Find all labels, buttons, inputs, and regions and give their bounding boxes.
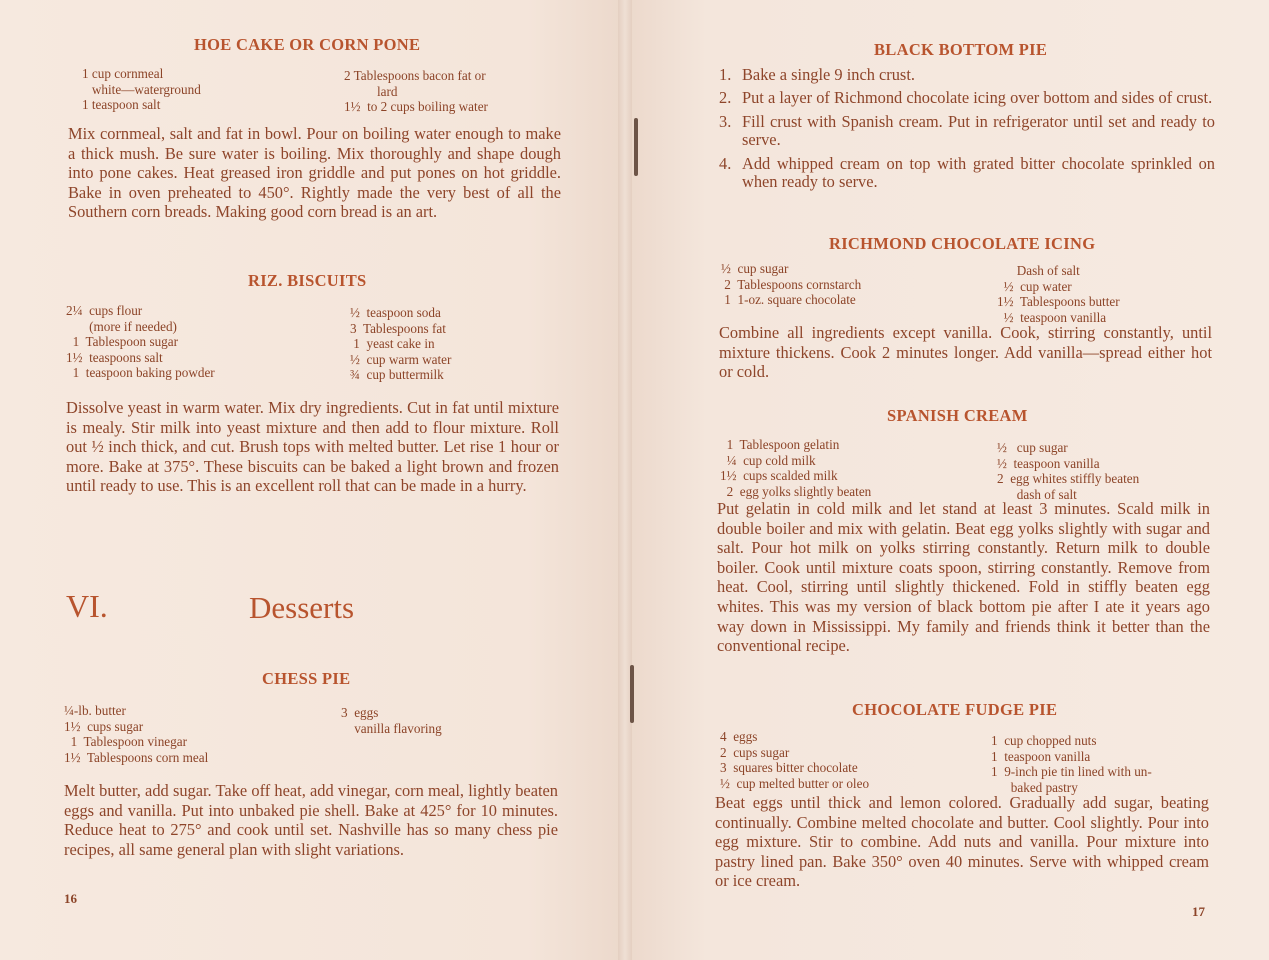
ingredient-line: ½ cup water bbox=[997, 278, 1072, 294]
ingredient-line: 2¼ cups flour bbox=[66, 303, 143, 318]
ingredient-line: dash of salt bbox=[997, 486, 1077, 502]
step-item: 1. Bake a single 9 inch crust. bbox=[719, 65, 915, 84]
ingredient-line: 3 Tablespoons fat bbox=[350, 320, 446, 336]
chess-pie-ingredients-left bbox=[64, 703, 208, 765]
ingredient-line: 1½ Tablespoons corn meal bbox=[64, 749, 209, 765]
ingredient-line: ½ cup sugar bbox=[997, 440, 1068, 455]
fudge-pie-ingredients-left bbox=[720, 729, 869, 791]
fudge-pie-directions: Beat eggs until thick and lemon colored. Gradually add sugar, beating continually. Combine melted chocolate and butter. Cool slightly. Pour into egg mixture. Stir to combine. Add nuts and vanilla. Pour mixture into pastry lined pan. Bake 350° oven 40 minutes. Serve with whipped cream or ice cream. bbox=[715, 793, 1209, 891]
step-item: 4. Add whipped cream on top with grated bitter chocolate sprinkled on when ready to serve. bbox=[719, 153, 1215, 192]
chapter-title: Desserts bbox=[249, 590, 355, 625]
richmond-icing-directions: Combine all ingredients except vanilla. Cook, stirring constantly, until mixture thickens. Cook 2 minutes longer. Add vanilla—spread either hot or cold. bbox=[719, 323, 1212, 382]
page-number-left: 16 bbox=[64, 891, 77, 906]
ingredient-line: 4 eggs bbox=[720, 729, 758, 744]
ingredient-line: 1 9-inch pie tin lined with un- bbox=[991, 764, 1152, 779]
ingredient-line: 1 teaspoon vanilla bbox=[991, 748, 1091, 764]
step-item: 2. Put a layer of Richmond chocolate icing over bottom and sides of crust. bbox=[719, 88, 1213, 108]
spanish-cream-ingredients-left bbox=[720, 437, 871, 499]
ingredient-line: baked pastry bbox=[991, 779, 1078, 795]
spanish-cream-title: SPANISH CREAM bbox=[887, 406, 1028, 425]
ingredient-line: 2 egg yolks slightly beaten bbox=[720, 483, 872, 499]
ingredient-line: 1½ cups scalded milk bbox=[720, 468, 838, 483]
chess-pie-directions: Melt butter, add sugar. Take off heat, add vinegar, corn meal, lightly beaten eggs and vanilla. Put into unbaked pie shell. Bake at 425° for 10 minutes. Reduce heat to 275° and cook until set. Nashville has so many chess pie recipes, all same general plan with slight variations. bbox=[64, 781, 558, 859]
hoe-cake-ingredients-right bbox=[344, 68, 488, 115]
hoe-cake-directions: Mix cornmeal, salt and fat in bowl. Pour on boiling water enough to make a thick mush. Be sure water is boiling. Mix thoroughly and shape dough into pone cakes. Heat greased iron griddle and put pones on hot griddle. Bake in oven preheated to 450°. Rightly made the very best of all the Southern corn breads. Making good corn bread is an art. bbox=[68, 124, 561, 222]
ingredient-line: ½ teaspoon vanilla bbox=[997, 309, 1107, 325]
ingredient-line: ¼-lb. butter bbox=[64, 703, 126, 718]
ingredient-line: 3 squares bitter chocolate bbox=[720, 760, 858, 775]
ingredient-line: white—waterground bbox=[82, 81, 201, 97]
richmond-icing-ingredients-right bbox=[997, 263, 1120, 325]
riz-biscuits-ingredients-right bbox=[350, 305, 451, 383]
ingredient-line: 1 teaspoon baking powder bbox=[66, 365, 215, 380]
page-number-right: 17 bbox=[1192, 904, 1205, 919]
ingredient-line: 1½ to 2 cups boiling water bbox=[344, 99, 488, 114]
chess-pie-ingredients-right bbox=[341, 705, 442, 736]
ingredient-line: 2 cups sugar bbox=[720, 744, 790, 760]
book-gutter bbox=[618, 0, 632, 960]
ingredient-line: ½ teaspoon vanilla bbox=[997, 455, 1100, 471]
ingredient-line: 1 Tablespoon vinegar bbox=[64, 734, 187, 749]
ingredient-line: (more if needed) bbox=[66, 318, 177, 334]
hoe-cake-title: HOE CAKE OR CORN PONE bbox=[194, 35, 421, 54]
riz-biscuits-ingredients-left bbox=[66, 303, 215, 381]
ingredient-line: lard bbox=[344, 83, 398, 99]
ingredient-line: Dash of salt bbox=[997, 263, 1080, 278]
ingredient-line: vanilla flavoring bbox=[341, 720, 442, 736]
staple-bottom bbox=[630, 665, 634, 723]
hoe-cake-ingredients-left bbox=[82, 66, 201, 113]
ingredient-line: ½ cup warm water bbox=[350, 351, 452, 367]
ingredient-line: ½ cup sugar bbox=[721, 261, 789, 276]
ingredient-line: 2 egg whites stiffly beaten bbox=[997, 471, 1140, 486]
ingredient-line: 1 teaspoon salt bbox=[82, 97, 161, 112]
ingredient-line: 1 cup cornmeal bbox=[82, 66, 164, 81]
ingredient-line: ½ cup melted butter or oleo bbox=[720, 775, 870, 791]
ingredient-line: 1 Tablespoon sugar bbox=[66, 334, 179, 349]
ingredient-line: 3 eggs bbox=[341, 705, 379, 720]
chapter-number: VI. bbox=[66, 588, 108, 624]
riz-biscuits-title: RIZ. BISCUITS bbox=[248, 271, 367, 290]
black-bottom-pie-steps bbox=[719, 66, 1215, 196]
ingredient-line: 1 cup chopped nuts bbox=[991, 733, 1097, 748]
step-item: 3. Fill crust with Spanish cream. Put in refrigerator until set and ready to serve. bbox=[719, 111, 1215, 150]
riz-biscuits-directions: Dissolve yeast in warm water. Mix dry ingredients. Cut in fat until mixture is mealy. Stir milk into yeast mixture and then add to flour mixture. Roll out ½ inch thick, and cut. Brush tops with melted butter. Let rise 1 hour or more. Bake at 375°. These biscuits can be baked a light brown and frozen until ready to use. This is an excellent roll that can be made in a hurry. bbox=[66, 398, 559, 496]
black-bottom-pie-title: BLACK BOTTOM PIE bbox=[874, 40, 1048, 59]
richmond-icing-ingredients-left bbox=[721, 261, 861, 308]
staple-top bbox=[634, 118, 638, 176]
ingredient-line: ¼ cup cold milk bbox=[720, 452, 816, 468]
richmond-icing-title: RICHMOND CHOCOLATE ICING bbox=[829, 234, 1096, 253]
ingredient-line: 1½ cups sugar bbox=[64, 718, 144, 734]
ingredient-line: 1½ teaspoons salt bbox=[66, 349, 163, 365]
spanish-cream-directions: Put gelatin in cold milk and let stand at least 3 minutes. Scald milk in double boiler and mix with gelatin. Beat egg yolks slightly with sugar and salt. Pour hot milk on yolks stirring constantly. Return milk to double boiler. Cook until mixture coats spoon, stirring constantly. Remove from heat. Cool, stirring until slightly thickened. Fold in stiffly beaten egg whites. This was my version of black bottom pie after I ate it years ago way down in Mississippi. My family and friends think it better than the conventional recipe. bbox=[717, 499, 1210, 656]
ingredient-line: 2 Tablespoons bacon fat or bbox=[344, 68, 486, 83]
fudge-pie-ingredients-right bbox=[991, 733, 1152, 795]
ingredient-line: 2 Tablespoons cornstarch bbox=[721, 276, 862, 292]
ingredient-line: 1 yeast cake in bbox=[350, 336, 435, 351]
chess-pie-title: CHESS PIE bbox=[262, 669, 351, 688]
ingredient-line: 1 1-oz. square chocolate bbox=[721, 292, 856, 307]
fudge-pie-title: CHOCOLATE FUDGE PIE bbox=[852, 700, 1058, 719]
spanish-cream-ingredients-right bbox=[997, 440, 1139, 502]
ingredient-line: 1½ Tablespoons butter bbox=[997, 294, 1120, 309]
ingredient-line: 1 Tablespoon gelatin bbox=[720, 437, 840, 452]
ingredient-line: ½ teaspoon soda bbox=[350, 305, 441, 320]
ingredient-line: ¾ cup buttermilk bbox=[350, 367, 444, 382]
